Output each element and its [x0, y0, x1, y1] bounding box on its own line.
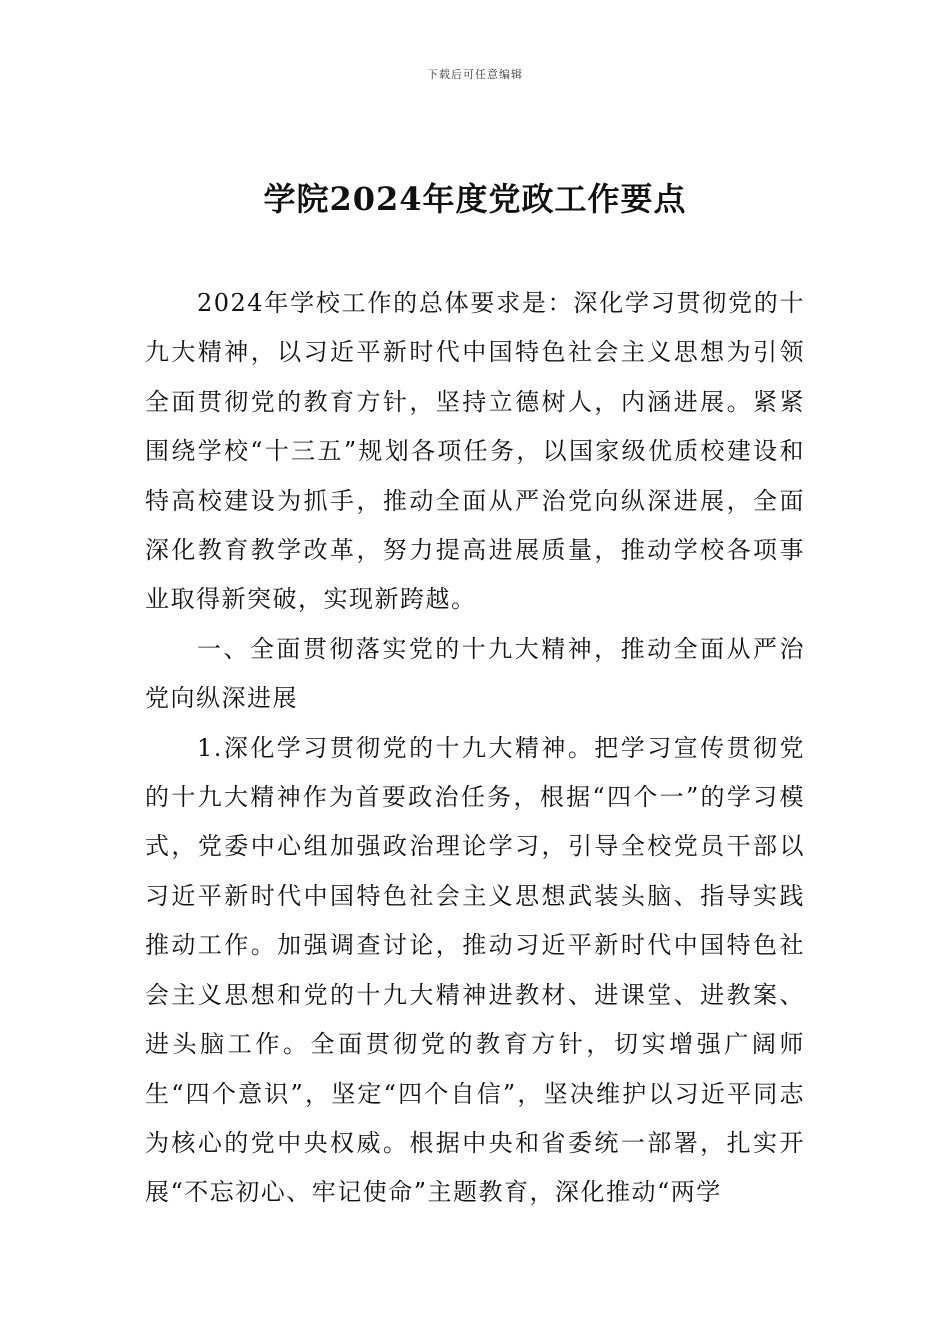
paragraph-section-heading-1: 一、全面贯彻落实党的十九大精神，推动全面从严治党向纵深进展 [145, 634, 805, 713]
paragraph-item-1: 1.深化学习贯彻党的十九大精神。把学习宣传贯彻党的十九大精神作为首要政治任务，根据“四个一”的学习模式，党委中心组加强政治理论学习，引导全校党员干部以习近平新时代中国特色社会主义思想武装头脑、指导实践推动工作。加强调查讨论，推动习近平新时代中国特色社会主义思想和党的十九大精神进教材、进课堂、进教案、进头脑工作。全面贯彻党的教育方针，切实增强广阔师生“四个意识”，坚定“四个自信”，坚决维护以习近平同志为核心的党中央权威。根据中央和省委统一部署，扎实开展“不忘初心、牢记使命”主题教育，深化推动“两学 [145, 733, 805, 1207]
document-body [145, 279, 805, 1218]
header-note: 下载后可任意编辑 [427, 68, 523, 81]
paragraph-overall-requirements: 2024年学校工作的总体要求是：深化学习贯彻党的十九大精神，以习近平新时代中国特色社会主义思想为引领全面贯彻党的教育方针，坚持立德树人，内涵进展。紧紧围绕学校“十三五”规划各项任务，以国家级优质校建设和特高校建设为抓手，推动全面从严治党向纵深进展，全面深化教育教学改革，努力提高进展质量，推动学校各项事业取得新突破，实现新跨越。 [145, 289, 805, 614]
document-title: 学院2024年度党政工作要点 [263, 180, 687, 218]
